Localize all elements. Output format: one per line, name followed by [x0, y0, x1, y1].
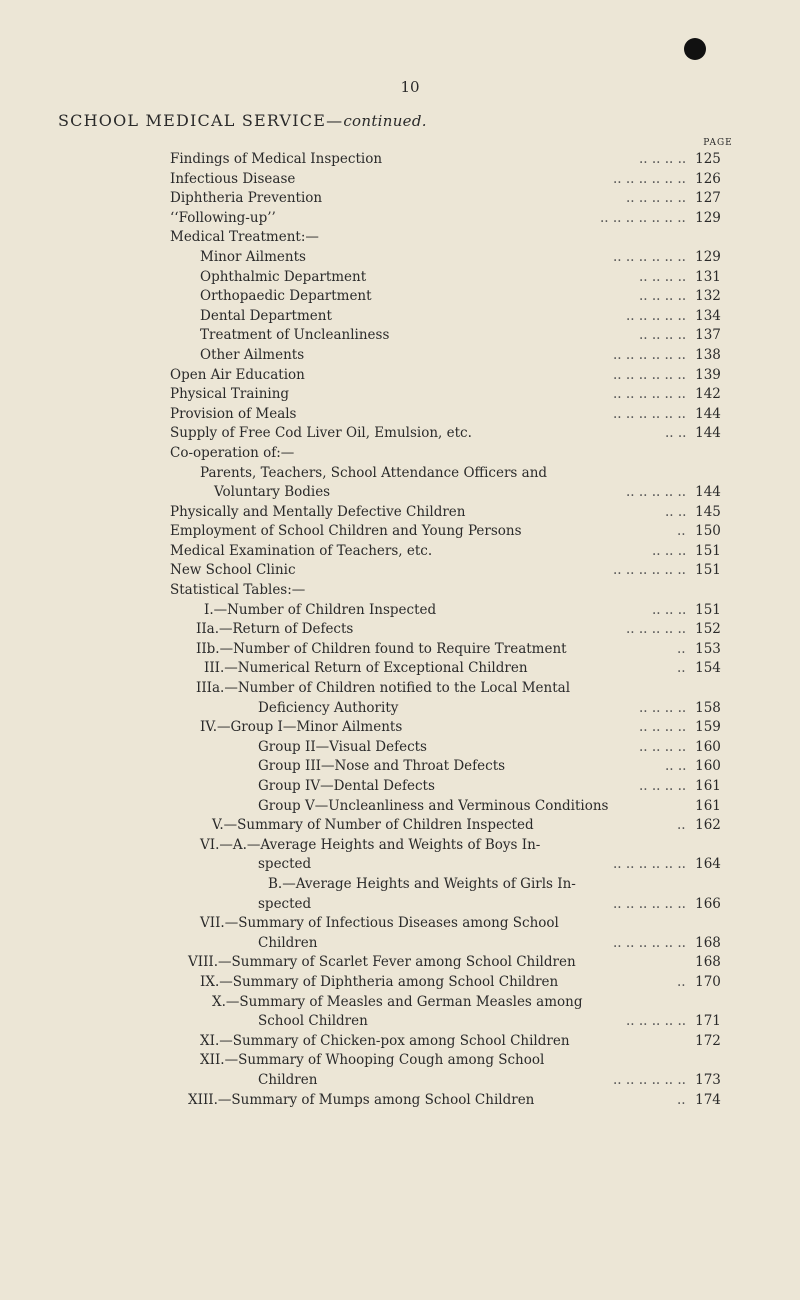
toc-leader-dots: .. .. .. .. [639, 719, 687, 736]
toc-leader-dots: .. .. .. .. .. .. .. [600, 209, 686, 226]
toc-entry-label: Physical Training [170, 386, 290, 403]
toc-page-number: 137 [695, 327, 721, 344]
toc-page-number: 145 [695, 503, 721, 520]
toc-row [170, 620, 726, 640]
toc-page-number: 166 [695, 895, 721, 912]
toc-row [170, 797, 726, 817]
toc-entry-label: Supply of Free Cod Liver Oil, Emulsion, etc. [170, 425, 472, 442]
toc-page-number: 151 [695, 601, 721, 618]
toc-leader-dots: .. .. .. [652, 542, 687, 559]
toc-leader-dots: .. .. .. .. .. .. [613, 934, 686, 951]
toc-entry-label: V.—Summary of Number of Children Inspected [212, 817, 534, 834]
toc-row [170, 542, 726, 562]
toc-page-number: 134 [695, 307, 721, 324]
table-of-contents [170, 150, 726, 1110]
toc-leader-dots: .. .. [665, 503, 687, 520]
toc-row [170, 326, 726, 346]
toc-leader-dots: .. .. .. .. .. .. [613, 562, 686, 579]
toc-row [170, 934, 726, 954]
toc-page-number: 129 [695, 248, 721, 265]
toc-entry-label: Dental Department [200, 307, 332, 324]
toc-entry-label: Group IV—Dental Defects [258, 778, 435, 794]
toc-row [170, 405, 726, 425]
toc-leader-dots: .. .. .. .. .. [626, 621, 687, 638]
toc-entry-label: Ophthalmic Department [200, 268, 367, 285]
toc-entry-label: VI.—A.—Average Heights and Weights of Boys In- [200, 836, 541, 853]
toc-entry-label: Deficiency Authority [258, 699, 399, 716]
toc-leader-dots: .. [677, 660, 686, 677]
toc-page-number: 170 [695, 973, 721, 990]
toc-row [170, 777, 726, 797]
toc-page-number: 126 [695, 170, 721, 187]
toc-page-number: 160 [695, 758, 721, 775]
toc-entry-label: IIb.—Number of Children found to Require Treatment [196, 640, 567, 657]
toc-page-number: 144 [695, 484, 721, 501]
section-heading [58, 111, 427, 130]
toc-row [170, 993, 726, 1013]
toc-row [170, 738, 726, 758]
toc-row [170, 503, 726, 523]
toc-entry-label: IX.—Summary of Diphtheria among School Children [200, 973, 559, 990]
toc-page-number: 151 [695, 542, 721, 559]
toc-entry-label: XII.—Summary of Whooping Cough among School [200, 1052, 545, 1069]
toc-entry-label: III.—Numerical Return of Exceptional Children [204, 660, 528, 677]
toc-page-number: 154 [695, 660, 721, 677]
toc-page-number: 131 [695, 268, 721, 285]
toc-row [170, 1051, 726, 1071]
toc-page-number: 172 [695, 1032, 721, 1049]
toc-page-number: 127 [695, 190, 721, 207]
toc-row [170, 464, 726, 484]
toc-row [170, 973, 726, 993]
toc-row [170, 836, 726, 856]
toc-page-number: 144 [695, 405, 721, 422]
toc-leader-dots: .. .. .. .. [639, 327, 687, 344]
toc-leader-dots: .. .. .. .. [639, 699, 687, 716]
toc-row [170, 699, 726, 719]
toc-row [170, 895, 726, 915]
toc-entry-label: Medical Treatment:— [170, 229, 319, 246]
toc-leader-dots: .. .. .. .. .. .. [613, 386, 686, 403]
toc-page-number: 160 [695, 738, 721, 755]
toc-row [170, 268, 726, 288]
toc-leader-dots: .. .. .. .. .. [626, 190, 687, 207]
toc-row [170, 1032, 726, 1052]
toc-entry-label: Physically and Mentally Defective Children [170, 503, 466, 520]
toc-entry-label: Group V—Uncleanliness and Verminous Conditions [258, 797, 609, 814]
toc-row [170, 287, 726, 307]
toc-row [170, 228, 726, 248]
heading-continued: continued. [343, 112, 427, 130]
toc-entry-label: spected [258, 856, 312, 873]
toc-page-number: 151 [695, 562, 721, 579]
toc-entry-label: B.—Average Heights and Weights of Girls In- [268, 875, 576, 892]
toc-row [170, 444, 726, 464]
toc-leader-dots: .. .. [665, 758, 687, 775]
toc-leader-dots: .. .. .. .. .. .. [613, 366, 686, 383]
toc-leader-dots: .. .. .. .. .. .. [613, 405, 686, 422]
toc-entry-label: X.—Summary of Measles and German Measles among [212, 993, 583, 1010]
toc-page-number: 159 [695, 719, 721, 736]
toc-row [170, 483, 726, 503]
toc-entry-label: IIIa.—Number of Children notified to the Local Mental [196, 680, 571, 697]
toc-leader-dots: .. [677, 973, 686, 990]
toc-row [170, 561, 726, 581]
toc-page-number: 138 [695, 346, 721, 363]
toc-leader-dots: .. .. .. .. [639, 288, 687, 305]
toc-page-number: 168 [695, 934, 721, 951]
toc-entry-label: I.—Number of Children Inspected [204, 601, 437, 618]
toc-page-number: 142 [695, 386, 721, 403]
toc-row [170, 424, 726, 444]
toc-row [170, 875, 726, 895]
toc-row [170, 522, 726, 542]
toc-leader-dots: .. .. .. .. .. .. [613, 346, 686, 363]
toc-entry-label: Provision of Meals [170, 405, 297, 422]
toc-entry-label: Children [258, 934, 318, 951]
toc-page-number: 174 [695, 1091, 721, 1108]
toc-leader-dots: .. [677, 817, 686, 834]
toc-leader-dots: .. .. [665, 425, 687, 442]
heading-main: SCHOOL MEDICAL SERVICE— [58, 111, 344, 130]
toc-leader-dots: .. .. .. .. [639, 778, 687, 794]
toc-entry-label: Treatment of Uncleanliness [200, 327, 390, 344]
toc-entry-label: School Children [258, 1013, 368, 1030]
toc-entry-label: XI.—Summary of Chicken-pox among School Children [200, 1032, 570, 1049]
toc-entry-label: spected [258, 895, 312, 912]
toc-row [170, 346, 726, 366]
toc-entry-label: Diphtheria Prevention [170, 190, 323, 207]
toc-entry-label: Children [258, 1071, 318, 1088]
toc-row [170, 718, 726, 738]
toc-entry-label: Group II—Visual Defects [258, 738, 427, 755]
toc-page-number: 139 [695, 366, 721, 383]
toc-entry-label: Co-operation of:— [170, 444, 295, 461]
toc-entry-label: Other Ailments [200, 346, 305, 363]
toc-row [170, 757, 726, 777]
toc-row [170, 601, 726, 621]
toc-entry-label: Orthopaedic Department [200, 288, 372, 305]
toc-entry-label: Findings of Medical Inspection [170, 151, 383, 167]
toc-entry-label: Minor Ailments [200, 248, 306, 265]
toc-page-number: 144 [695, 425, 721, 442]
toc-page-number: 171 [695, 1013, 721, 1030]
toc-row [170, 385, 726, 405]
toc-entry-label: VII.—Summary of Infectious Diseases among School [200, 915, 559, 932]
toc-leader-dots: .. [677, 1091, 686, 1108]
toc-leader-dots: .. .. .. .. .. .. [613, 248, 686, 265]
toc-row [170, 953, 726, 973]
toc-entry-label: VIII.—Summary of Scarlet Fever among School Children [188, 954, 576, 971]
toc-leader-dots: .. .. .. .. .. [626, 307, 687, 324]
punch-hole [684, 38, 706, 60]
toc-row [170, 307, 726, 327]
toc-row [170, 209, 726, 229]
toc-row [170, 816, 726, 836]
toc-page-number: 173 [695, 1071, 721, 1088]
toc-page-number: 158 [695, 699, 721, 716]
toc-page-number: 129 [695, 209, 721, 226]
toc-row [170, 170, 726, 190]
toc-leader-dots: .. .. .. .. [639, 738, 687, 755]
toc-row [170, 855, 726, 875]
toc-page-number: 132 [695, 288, 721, 305]
toc-entry-label: ‘‘Following-up’’ [170, 209, 276, 226]
toc-row [170, 659, 726, 679]
toc-leader-dots: .. .. .. .. .. .. [613, 895, 686, 912]
toc-page-number: 161 [695, 797, 721, 814]
toc-entry-label: Infectious Disease [170, 170, 296, 187]
toc-leader-dots: .. .. .. .. .. [626, 484, 687, 501]
toc-page-number: 153 [695, 640, 721, 657]
toc-page-number: 162 [695, 817, 721, 834]
toc-row [170, 366, 726, 386]
toc-row [170, 581, 726, 601]
toc-leader-dots: .. .. .. .. .. .. [613, 1071, 686, 1088]
toc-entry-label: Open Air Education [170, 366, 305, 383]
toc-entry-label: Medical Examination of Teachers, etc. [170, 542, 433, 559]
toc-page-number: 152 [695, 621, 721, 638]
toc-entry-label: Employment of School Children and Young Persons [170, 523, 522, 540]
toc-row [170, 640, 726, 660]
toc-entry-label: XIII.—Summary of Mumps among School Children [188, 1091, 535, 1108]
toc-row [170, 1012, 726, 1032]
toc-row [170, 150, 726, 170]
toc-row [170, 1071, 726, 1091]
toc-entry-label: Parents, Teachers, School Attendance Officers and [200, 464, 548, 481]
toc-entry-label: New School Clinic [170, 562, 296, 579]
toc-row [170, 1091, 726, 1111]
toc-entry-label: IV.—Group I—Minor Ailments [200, 719, 403, 736]
toc-leader-dots: .. .. .. [652, 601, 687, 618]
toc-leader-dots: .. .. .. .. .. .. [613, 856, 686, 873]
toc-entry-label: Group III—Nose and Throat Defects [258, 758, 506, 775]
toc-row [170, 248, 726, 268]
toc-leader-dots: .. [677, 523, 686, 540]
toc-page-number: 164 [695, 856, 721, 873]
toc-page-number: 168 [695, 954, 721, 971]
toc-leader-dots: .. .. .. .. .. .. [613, 170, 686, 187]
page-column-header: PAGE [703, 138, 733, 148]
toc-leader-dots: .. .. .. .. [639, 151, 687, 167]
toc-row [170, 914, 726, 934]
toc-leader-dots: .. [677, 640, 686, 657]
toc-entry-label: IIa.—Return of Defects [196, 621, 354, 638]
toc-entry-label: Statistical Tables:— [170, 582, 306, 599]
toc-page-number: 150 [695, 523, 721, 540]
page-number: 10 [400, 78, 420, 96]
toc-leader-dots: .. .. .. .. .. [626, 1013, 687, 1030]
toc-row [170, 189, 726, 209]
toc-page-number: 161 [695, 778, 721, 794]
toc-entry-label: Voluntary Bodies [214, 484, 331, 501]
toc-leader-dots: .. .. .. .. [639, 268, 687, 285]
toc-row [170, 679, 726, 699]
toc-page-number: 125 [695, 151, 721, 167]
